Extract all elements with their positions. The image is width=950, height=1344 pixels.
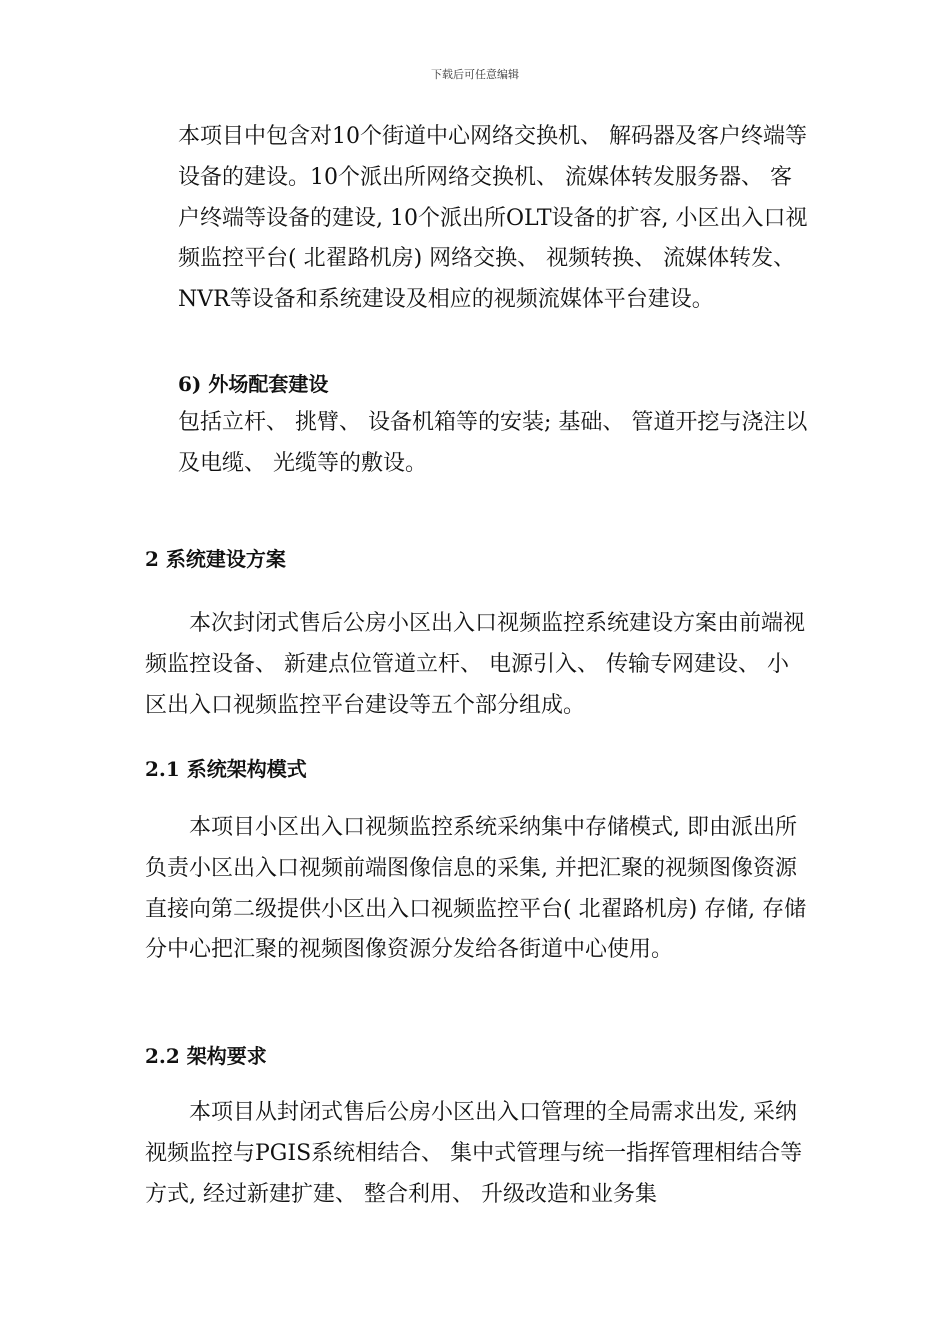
section-6-heading: 6) 外场配套建设 bbox=[178, 372, 329, 396]
section-2-2-heading: 2.2 架构要求 bbox=[145, 1044, 267, 1068]
section-2-2-paragraph: 本项目从封闭式售后公房小区出入口管理的全局需求出发, 采纳视频监控与PGIS系统相结合、 集中式管理与统一指挥管理相结合等方式, 经过新建扩建、 整合利用、 升级改造和业务集 bbox=[145, 1100, 803, 1207]
section-2-1-heading: 2.1 系统架构模式 bbox=[145, 757, 307, 781]
page-header: 下载后可任意编辑 bbox=[431, 68, 519, 81]
intro-paragraph: 本项目中包含对10个街道中心网络交换机、 解码器及客户终端等设备的建设。10个派出所网络交换机、 流媒体转发服务器、 客户终端等设备的建设, 10个派出所OLT设备的扩容, 小区出入口视频监控平台( 北翟路机房) 网络交换、 视频转换、 流媒体转发、 NVR等设备和系统建设及相应的视频流媒体平台建设。 bbox=[178, 124, 808, 313]
section-2-heading: 2 系统建设方案 bbox=[145, 547, 286, 571]
section-6-paragraph: 包括立杆、 挑臂、 设备机箱等的安装; 基础、 管道开挖与浇注以及电缆、 光缆等的敷设。 bbox=[178, 410, 808, 476]
section-2-1-paragraph: 本项目小区出入口视频监控系统采纳集中存储模式, 即由派出所负责小区出入口视频前端图像信息的采集, 并把汇聚的视频图像资源直接向第二级提供小区出入口视频监控平台( 北翟路机房) 存储, 存储分中心把汇聚的视频图像资源分发给各街道中心使用。 bbox=[145, 815, 807, 963]
section-2-paragraph: 本次封闭式售后公房小区出入口视频监控系统建设方案由前端视频监控设备、 新建点位管道立杆、 电源引入、 传输专网建设、 小区出入口视频监控平台建设等五个部分组成。 bbox=[145, 611, 806, 718]
